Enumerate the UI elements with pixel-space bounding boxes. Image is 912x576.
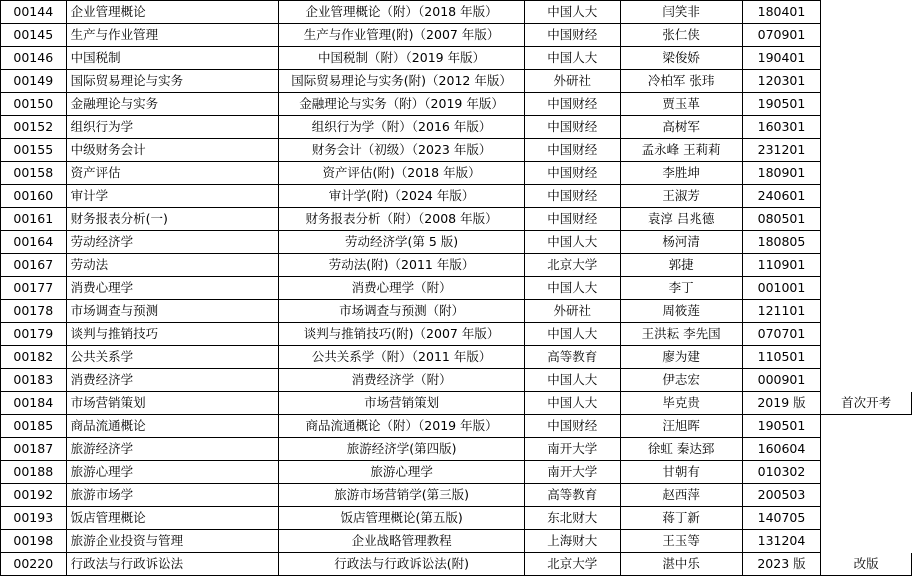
cell-publisher: 中国人大 (524, 369, 620, 392)
cell-publisher: 中国人大 (524, 47, 620, 70)
cell-number: 160604 (742, 438, 821, 461)
table-row (1, 208, 912, 231)
cell-author: 李胜坤 (620, 162, 742, 185)
table-row (1, 185, 912, 208)
table-row (1, 300, 912, 323)
cell-course-code: 00150 (1, 93, 67, 116)
cell-author: 蒋丁新 (620, 507, 742, 530)
cell-author: 周筱莲 (620, 300, 742, 323)
cell-textbook: 国际贸易理论与实务(附)（2012 年版） (279, 70, 525, 93)
table-row (1, 116, 912, 139)
cell-course-code: 00145 (1, 24, 67, 47)
cell-course-code: 00187 (1, 438, 67, 461)
cell-author: 贾玉革 (620, 93, 742, 116)
table-row (1, 461, 912, 484)
cell-number: 080501 (742, 208, 821, 231)
cell-publisher: 中国人大 (524, 392, 620, 415)
table-row (1, 93, 912, 116)
cell-publisher: 北京大学 (524, 553, 620, 576)
cell-note (821, 208, 912, 231)
cell-publisher: 外研社 (524, 300, 620, 323)
table-row (1, 139, 912, 162)
cell-note: 改版 (821, 553, 912, 576)
cell-textbook: 市场营销策划 (279, 392, 525, 415)
cell-note (821, 24, 912, 47)
cell-course-code: 00198 (1, 530, 67, 553)
cell-number: 2023 版 (742, 553, 821, 576)
cell-course-code: 00193 (1, 507, 67, 530)
cell-note (821, 438, 912, 461)
cell-note (821, 300, 912, 323)
cell-author: 高树军 (620, 116, 742, 139)
cell-number: 190401 (742, 47, 821, 70)
cell-note (821, 346, 912, 369)
cell-note (821, 254, 912, 277)
cell-author: 杨河清 (620, 231, 742, 254)
cell-textbook: 企业管理概论（附）（2018 年版） (279, 1, 525, 24)
cell-textbook: 审计学(附)（2024 年版） (279, 185, 525, 208)
cell-number: 010302 (742, 461, 821, 484)
cell-number: 200503 (742, 484, 821, 507)
cell-publisher: 中国财经 (524, 93, 620, 116)
cell-course-name: 旅游企业投资与管理 (66, 530, 279, 553)
cell-course-code: 00144 (1, 1, 67, 24)
cell-textbook: 资产评估(附)（2018 年版） (279, 162, 525, 185)
cell-publisher: 东北财大 (524, 507, 620, 530)
cell-author: 梁俊娇 (620, 47, 742, 70)
cell-course-code: 00164 (1, 231, 67, 254)
cell-course-name: 生产与作业管理 (66, 24, 279, 47)
cell-publisher: 中国人大 (524, 231, 620, 254)
cell-textbook: 消费心理学（附） (279, 277, 525, 300)
cell-course-code: 00146 (1, 47, 67, 70)
cell-course-name: 资产评估 (66, 162, 279, 185)
cell-note (821, 415, 912, 438)
cell-course-name: 旅游经济学 (66, 438, 279, 461)
cell-publisher: 中国财经 (524, 162, 620, 185)
cell-course-name: 消费经济学 (66, 369, 279, 392)
cell-note (821, 461, 912, 484)
cell-course-name: 国际贸易理论与实务 (66, 70, 279, 93)
cell-publisher: 外研社 (524, 70, 620, 93)
cell-author: 郭捷 (620, 254, 742, 277)
cell-course-code: 00178 (1, 300, 67, 323)
cell-author: 李丁 (620, 277, 742, 300)
cell-publisher: 中国财经 (524, 24, 620, 47)
cell-number: 180901 (742, 162, 821, 185)
cell-course-name: 企业管理概论 (66, 1, 279, 24)
cell-course-code: 00192 (1, 484, 67, 507)
cell-publisher: 中国人大 (524, 323, 620, 346)
cell-number: 140705 (742, 507, 821, 530)
table-row (1, 24, 912, 47)
cell-course-code: 00177 (1, 277, 67, 300)
cell-course-name: 组织行为学 (66, 116, 279, 139)
cell-note (821, 162, 912, 185)
cell-course-name: 行政法与行政诉讼法 (66, 553, 279, 576)
cell-number: 190501 (742, 93, 821, 116)
cell-textbook: 金融理论与实务（附）（2019 年版） (279, 93, 525, 116)
cell-textbook: 旅游心理学 (279, 461, 525, 484)
cell-number: 070701 (742, 323, 821, 346)
cell-course-name: 消费心理学 (66, 277, 279, 300)
cell-textbook: 消费经济学（附） (279, 369, 525, 392)
table-row (1, 553, 912, 576)
cell-publisher: 南开大学 (524, 438, 620, 461)
cell-course-name: 财务报表分析(一) (66, 208, 279, 231)
cell-course-name: 劳动经济学 (66, 231, 279, 254)
table-row (1, 254, 912, 277)
cell-author: 甘朝有 (620, 461, 742, 484)
cell-course-name: 饭店管理概论 (66, 507, 279, 530)
cell-note (821, 47, 912, 70)
cell-publisher: 中国财经 (524, 415, 620, 438)
cell-note (821, 323, 912, 346)
cell-note (821, 507, 912, 530)
table-row (1, 438, 912, 461)
cell-author: 汪旭晖 (620, 415, 742, 438)
cell-textbook: 组织行为学（附）（2016 年版） (279, 116, 525, 139)
table-row (1, 392, 912, 415)
table-row (1, 369, 912, 392)
cell-number: 110501 (742, 346, 821, 369)
cell-textbook: 谈判与推销技巧(附)（2007 年版） (279, 323, 525, 346)
cell-course-code: 00185 (1, 415, 67, 438)
cell-course-name: 旅游市场学 (66, 484, 279, 507)
cell-author: 赵西萍 (620, 484, 742, 507)
cell-textbook: 劳动经济学(第 5 版) (279, 231, 525, 254)
cell-course-name: 市场调查与预测 (66, 300, 279, 323)
table-row (1, 162, 912, 185)
cell-course-name: 金融理论与实务 (66, 93, 279, 116)
cell-course-name: 旅游心理学 (66, 461, 279, 484)
cell-note (821, 231, 912, 254)
cell-textbook: 劳动法(附)（2011 年版） (279, 254, 525, 277)
cell-textbook: 财务报表分析（附）（2008 年版） (279, 208, 525, 231)
table-row (1, 507, 912, 530)
cell-textbook: 中国税制（附）（2019 年版） (279, 47, 525, 70)
cell-note (821, 93, 912, 116)
cell-author: 闫笑非 (620, 1, 742, 24)
cell-number: 231201 (742, 139, 821, 162)
cell-note (821, 116, 912, 139)
cell-number: 180401 (742, 1, 821, 24)
cell-author: 张仁侠 (620, 24, 742, 47)
cell-note (821, 185, 912, 208)
cell-publisher: 上海财大 (524, 530, 620, 553)
cell-note: 首次开考 (821, 392, 912, 415)
cell-author: 袁淳 吕兆德 (620, 208, 742, 231)
cell-publisher: 中国财经 (524, 185, 620, 208)
cell-publisher: 北京大学 (524, 254, 620, 277)
cell-publisher: 高等教育 (524, 346, 620, 369)
table-row (1, 1, 912, 24)
cell-textbook: 财务会计（初级）（2023 年版） (279, 139, 525, 162)
cell-number: 121101 (742, 300, 821, 323)
cell-number: 160301 (742, 116, 821, 139)
cell-note (821, 70, 912, 93)
cell-author: 王洪耘 李先国 (620, 323, 742, 346)
cell-textbook: 企业战略管理教程 (279, 530, 525, 553)
table-row (1, 70, 912, 93)
cell-textbook: 公共关系学（附）（2011 年版） (279, 346, 525, 369)
cell-note (821, 1, 912, 24)
cell-number: 070901 (742, 24, 821, 47)
table-row (1, 47, 912, 70)
cell-course-code: 00158 (1, 162, 67, 185)
cell-course-code: 00188 (1, 461, 67, 484)
cell-number: 2019 版 (742, 392, 821, 415)
cell-number: 131204 (742, 530, 821, 553)
table-row (1, 484, 912, 507)
cell-course-name: 审计学 (66, 185, 279, 208)
cell-publisher: 南开大学 (524, 461, 620, 484)
cell-course-name: 市场营销策划 (66, 392, 279, 415)
cell-author: 伊志宏 (620, 369, 742, 392)
cell-textbook: 旅游市场营销学(第三版) (279, 484, 525, 507)
cell-course-code: 00160 (1, 185, 67, 208)
table-row (1, 530, 912, 553)
cell-author: 徐虹 秦达郅 (620, 438, 742, 461)
table-row (1, 277, 912, 300)
table-row (1, 231, 912, 254)
cell-note (821, 484, 912, 507)
cell-textbook: 市场调查与预测（附） (279, 300, 525, 323)
cell-note (821, 530, 912, 553)
cell-course-name: 中国税制 (66, 47, 279, 70)
cell-course-name: 劳动法 (66, 254, 279, 277)
cell-textbook: 生产与作业管理(附)（2007 年版） (279, 24, 525, 47)
cell-course-code: 00161 (1, 208, 67, 231)
cell-author: 王玉等 (620, 530, 742, 553)
cell-textbook: 旅游经济学(第四版) (279, 438, 525, 461)
cell-note (821, 369, 912, 392)
cell-publisher: 中国人大 (524, 1, 620, 24)
cell-course-code: 00155 (1, 139, 67, 162)
cell-number: 190501 (742, 415, 821, 438)
cell-publisher: 中国财经 (524, 139, 620, 162)
table-row (1, 323, 912, 346)
cell-publisher: 中国财经 (524, 116, 620, 139)
cell-number: 110901 (742, 254, 821, 277)
cell-course-code: 00167 (1, 254, 67, 277)
cell-course-code: 00184 (1, 392, 67, 415)
cell-course-code: 00182 (1, 346, 67, 369)
cell-publisher: 高等教育 (524, 484, 620, 507)
cell-publisher: 中国财经 (524, 208, 620, 231)
cell-course-name: 商品流通概论 (66, 415, 279, 438)
cell-note (821, 139, 912, 162)
table-row (1, 346, 912, 369)
cell-course-code: 00152 (1, 116, 67, 139)
cell-number: 180805 (742, 231, 821, 254)
cell-author: 孟永峰 王莉莉 (620, 139, 742, 162)
cell-course-code: 00220 (1, 553, 67, 576)
cell-number: 000901 (742, 369, 821, 392)
cell-author: 冷柏军 张玮 (620, 70, 742, 93)
cell-number: 001001 (742, 277, 821, 300)
cell-textbook: 饭店管理概论(第五版) (279, 507, 525, 530)
cell-course-code: 00149 (1, 70, 67, 93)
cell-number: 120301 (742, 70, 821, 93)
cell-course-name: 中级财务会计 (66, 139, 279, 162)
table-row (1, 415, 912, 438)
cell-publisher: 中国人大 (524, 277, 620, 300)
cell-author: 王淑芳 (620, 185, 742, 208)
cell-course-name: 谈判与推销技巧 (66, 323, 279, 346)
cell-course-code: 00179 (1, 323, 67, 346)
cell-note (821, 277, 912, 300)
cell-author: 湛中乐 (620, 553, 742, 576)
cell-author: 毕克贵 (620, 392, 742, 415)
cell-number: 240601 (742, 185, 821, 208)
cell-author: 廖为建 (620, 346, 742, 369)
cell-course-code: 00183 (1, 369, 67, 392)
table-body (1, 1, 912, 576)
cell-course-name: 公共关系学 (66, 346, 279, 369)
cell-textbook: 行政法与行政诉讼法(附) (279, 553, 525, 576)
cell-textbook: 商品流通概论（附）（2019 年版） (279, 415, 525, 438)
